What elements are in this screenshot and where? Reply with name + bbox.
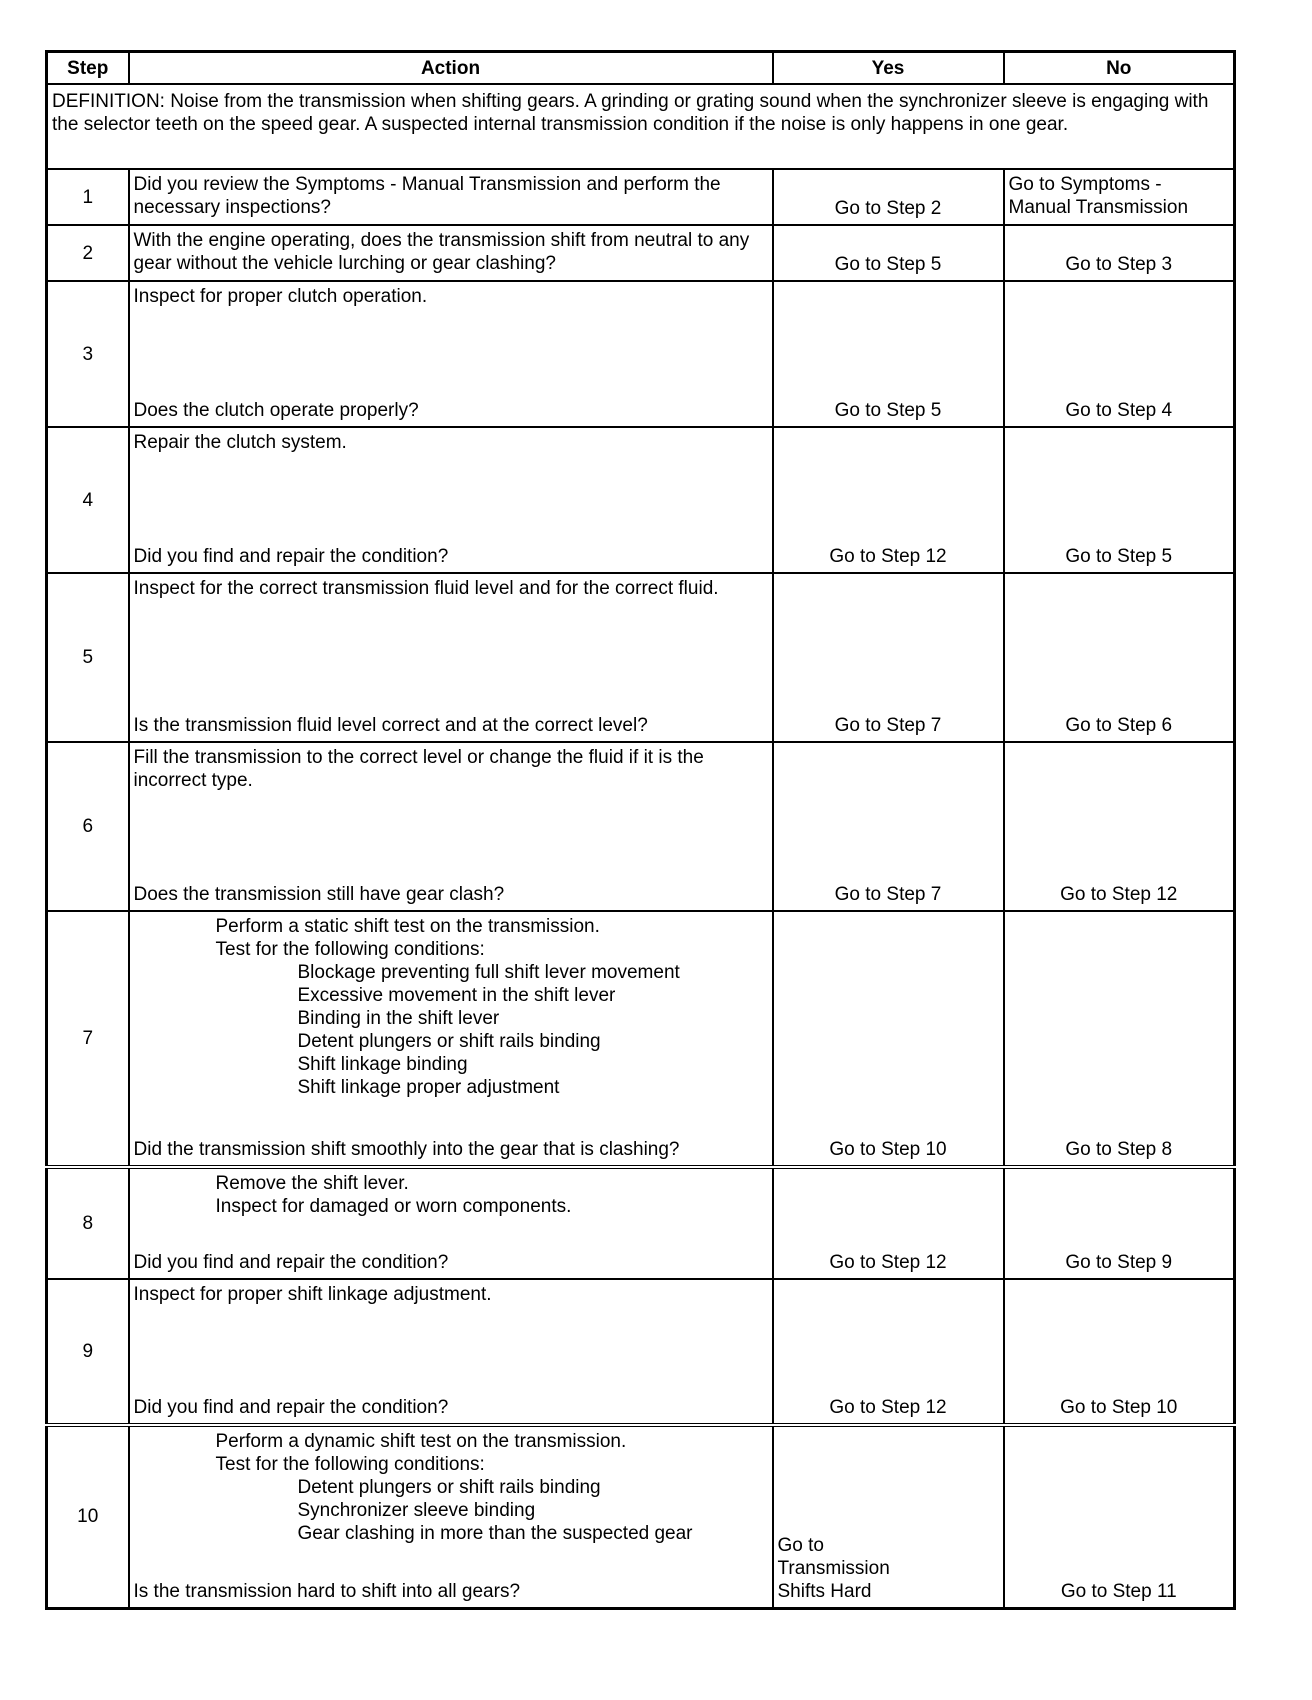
no-cell: Go to Step 3 [1004, 225, 1235, 281]
yes-cell: Go to Step 12 [773, 1279, 1004, 1425]
step-number: 1 [47, 169, 129, 225]
no-cell: Go to Step 6 [1004, 573, 1235, 742]
question-text: Did the transmission shift smoothly into the gear that is clashing? [133, 1139, 680, 1160]
no-cell: Go to Step 11 [1004, 1425, 1235, 1608]
yes-cell: Go to Step 7 [773, 742, 1004, 911]
question-text: Did you review the Symptoms - Manual Transmission and perform the necessary inspections? [133, 174, 721, 218]
no-cell: Go to Step 4 [1004, 281, 1235, 427]
yes-cell: Go to Step 7 [773, 573, 1004, 742]
condition-item: Blockage preventing full shift lever movement [297, 962, 680, 983]
no-cell: Go to Step 8 [1004, 911, 1235, 1167]
table-row [47, 1279, 1235, 1425]
yes-cell: Go to Step 10 [773, 911, 1004, 1167]
definition-row [47, 84, 1235, 169]
table-row [47, 911, 1235, 1167]
no-cell: Go to Step 12 [1004, 742, 1235, 911]
step-number: 7 [47, 911, 129, 1167]
instruction-line: Remove the shift lever. [215, 1173, 409, 1194]
condition-item: Synchronizer sleeve binding [297, 1500, 536, 1521]
yes-cell: Go to Step 5 [773, 281, 1004, 427]
yes-cell: Go to Step 12 [773, 427, 1004, 573]
header-action: Action [129, 52, 773, 85]
table-row [47, 169, 1235, 225]
action-cell [129, 169, 773, 225]
question-text: Is the transmission hard to shift into all gears? [133, 1580, 521, 1602]
condition-item: Detent plungers or shift rails binding [297, 1477, 601, 1498]
yes-cell: Go to Transmission Shifts Hard [773, 1425, 1004, 1608]
question-text: Is the transmission fluid level correct and at the correct level? [133, 715, 648, 736]
step-number: 4 [47, 427, 129, 573]
yes-cell: Go to Step 5 [773, 225, 1004, 281]
instruction-line: Perform a static shift test on the transmission. [215, 916, 600, 937]
definition-text: DEFINITION: Noise from the transmission when shifting gears. A grinding or grating sound when the synchronizer sleeve is engaging with the selector teeth on the speed gear. A suspected internal transmission condition if the noise is only happens in one gear. [47, 84, 1235, 169]
step-number: 2 [47, 225, 129, 281]
no-cell: Go to Symptoms - Manual Transmission [1004, 169, 1235, 225]
instruction-line: Test for the following conditions: [215, 939, 485, 960]
step-number: 5 [47, 573, 129, 742]
no-cell: Go to Step 9 [1004, 1167, 1235, 1279]
question-text: Did you find and repair the condition? [133, 546, 449, 567]
instruction-line: Perform a dynamic shift test on the transmission. [215, 1431, 627, 1452]
step-number: 10 [47, 1425, 129, 1608]
question-text: Does the transmission still have gear clash? [133, 884, 505, 905]
action-cell [129, 1167, 773, 1279]
action-cell [129, 742, 773, 911]
condition-item: Detent plungers or shift rails binding [297, 1031, 601, 1052]
table-row [47, 427, 1235, 573]
table-row [47, 225, 1235, 281]
instruction-text: Inspect for the correct transmission fluid level and for the correct fluid. [133, 578, 719, 599]
table-row [47, 1425, 1235, 1608]
step-number: 3 [47, 281, 129, 427]
instruction-line: Test for the following conditions: [215, 1454, 485, 1475]
action-cell [129, 225, 773, 281]
instruction-line: Inspect for damaged or worn components. [215, 1196, 572, 1217]
action-cell [129, 911, 773, 1167]
no-cell: Go to Step 5 [1004, 427, 1235, 573]
condition-item: Excessive movement in the shift lever [297, 985, 616, 1006]
instruction-text: Repair the clutch system. [133, 432, 347, 453]
table-row [47, 573, 1235, 742]
header-step: Step [47, 52, 129, 85]
action-cell [129, 573, 773, 742]
question-text: Did you find and repair the condition? [133, 1252, 449, 1273]
step-number: 8 [47, 1167, 129, 1279]
instruction-text: Fill the transmission to the correct level or change the fluid if it is the incorrect type. [133, 747, 704, 791]
yes-cell: Go to Step 12 [773, 1167, 1004, 1279]
diagnostic-table [45, 50, 1236, 1610]
yes-cell: Go to Step 2 [773, 169, 1004, 225]
step-number: 9 [47, 1279, 129, 1425]
table-row [47, 742, 1235, 911]
instruction-text: Inspect for proper clutch operation. [133, 286, 428, 307]
action-cell [129, 427, 773, 573]
question-text: Did you find and repair the condition? [133, 1397, 449, 1418]
action-cell [129, 1425, 773, 1608]
instruction-text: Inspect for proper shift linkage adjustment. [133, 1284, 492, 1305]
header-yes: Yes [773, 52, 1004, 85]
condition-item: Gear clashing in more than the suspected gear [297, 1523, 693, 1544]
condition-item: Shift linkage proper adjustment [297, 1077, 560, 1098]
header-no: No [1004, 52, 1235, 85]
no-cell: Go to Step 10 [1004, 1279, 1235, 1425]
action-cell [129, 1279, 773, 1425]
condition-item: Binding in the shift lever [297, 1008, 500, 1029]
condition-item: Shift linkage binding [297, 1054, 468, 1075]
step-number: 6 [47, 742, 129, 911]
action-cell [129, 281, 773, 427]
table-row [47, 1167, 1235, 1279]
question-text: With the engine operating, does the transmission shift from neutral to any gear without the vehicle lurching or gear clashing? [133, 230, 750, 274]
header-row [47, 52, 1235, 85]
question-text: Does the clutch operate properly? [133, 400, 419, 421]
table-row [47, 281, 1235, 427]
